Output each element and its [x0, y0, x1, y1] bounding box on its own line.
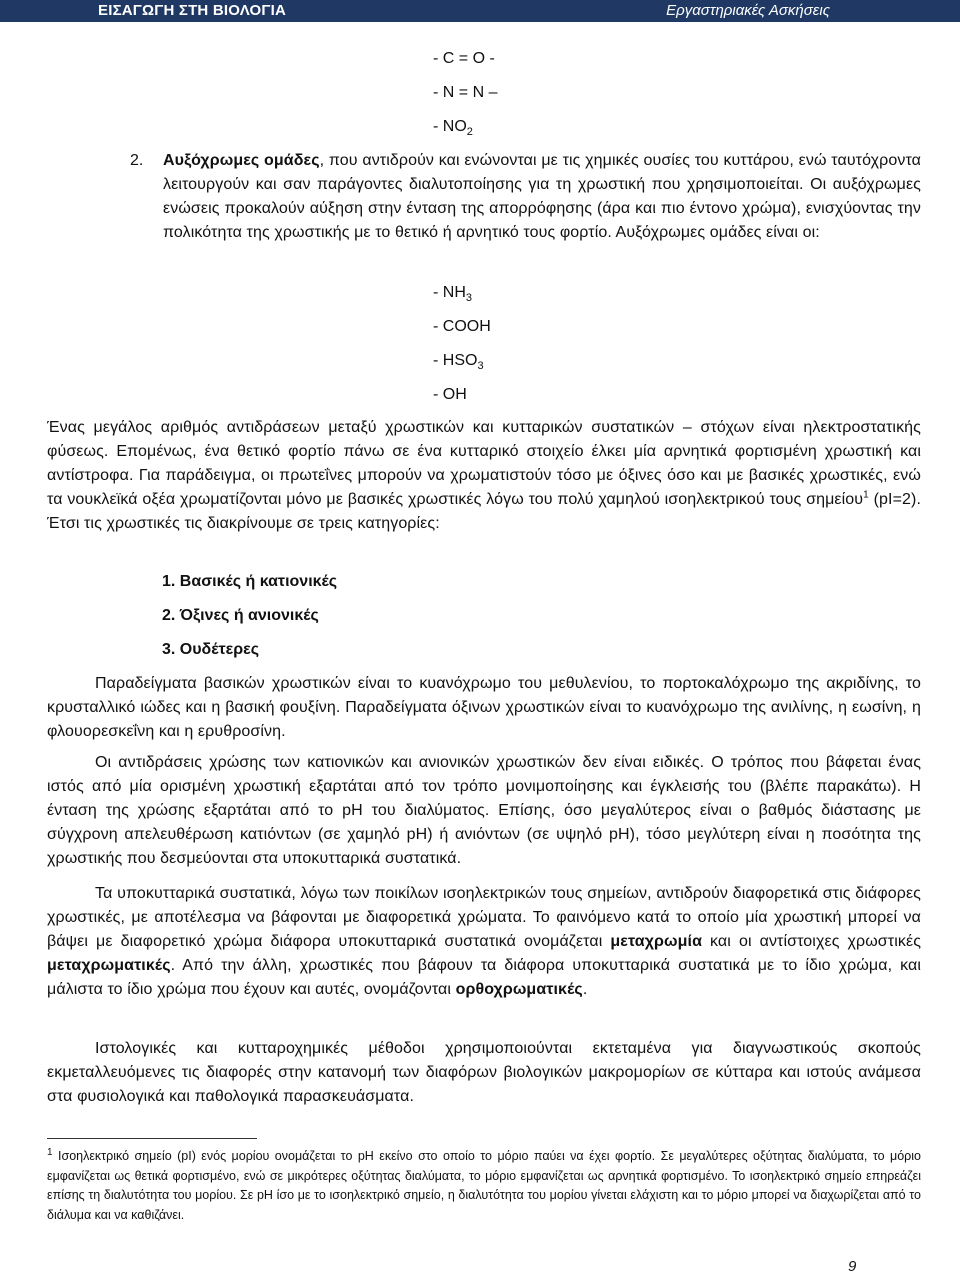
term-metachromasia: μεταχρωμία	[610, 933, 703, 950]
header-title: ΕΙΣΑΓΩΓΗ ΣΤΗ ΒΙΟΛΟΓΙΑ	[98, 2, 286, 19]
chromophore-nn: - N = N –	[433, 84, 498, 101]
category-acidic: 2. Όξινες ή ανιονικές	[162, 607, 319, 624]
auxochrome-oh: - OH	[433, 386, 467, 403]
footnote-mark: 1	[47, 1146, 53, 1158]
auxochrome-cooh: - COOH	[433, 318, 491, 335]
chromophore-no2: - $NO_2$	[433, 118, 473, 139]
footnote: $^1$ Ισοηλεκτρικό σημείο (pI) ενός μορίου ονομάζεται το pH εκείνο στο οποίο το μόριο παύει να έχει φορτίο. Σε μεγαλύτερες οξύτητας διαλύματα, το μόριο εμφανίζεται ως θετικά φορτισμένο, ενώ σε μικρότερες οξύτητας διαλύματα, το μόριο εμφανίζεται ως αρνητικά φορτισμένο. Το ισοηλεκτρικό σημείο επηρεάζει επίσης τη διαλυτότητα του μορίου. Σε pH ίσο με το ισοηλεκτρικό σημείο, η διαλυτότητα του μορίου γίνεται ελάχιστη και το μόριο μπορεί να διαχωρίζεται από το διάλυμα και να καθιζάνει.	[47, 1146, 921, 1222]
footnote-ref: 1	[863, 489, 869, 501]
footnote-separator	[47, 1138, 257, 1139]
category-basic: 1. Βασικές ή κατιονικές	[162, 573, 338, 590]
category-neutral: 3. Ουδέτερες	[162, 641, 260, 658]
list-number: 2.	[130, 152, 144, 169]
staining-reactions-paragraph: Οι αντιδράσεις χρώσης των κατιονικών και ανιονικών χρωστικών δεν είναι ειδικές. Ο τρόπος που βάφεται ένας ιστός από μία ορισμένη χρωστική εξαρτάται από τον τρόπο μονιμοποίησης και έγκλεισής του (βλέπε παρακάτω). Η ένταση της χρώσης εξαρτάται από το pH του διαλύματος. Επίσης, όσο μεγαλύτερος είναι ο βαθμός διάστασης με σύγχρονη απελευθέρωση κατιόντων (σε χαμηλό pH) ή ανιόντων (σε υψηλό pH), τόσο μεγλύτερη είναι η ποσότητα της χρωστικής που δεσμεύονται στα υποκυτταρικά συστατικά.	[47, 754, 921, 867]
auxochrome-term: Αυξόχρωμες ομάδες	[163, 152, 320, 169]
term-metachromatic: μεταχρωματικές	[47, 957, 171, 974]
term-orthochromatic: ορθοχρωματικές	[455, 981, 583, 998]
metachromasia-paragraph: Τα υποκυτταρικά συστατικά, λόγω των ποικίλων ισοηλεκτρικών τους σημείων, αντιδρούν διαφορετικά στις διάφορες χρωστικές, με αποτέλεσμα να βάφονται με διαφορετικά χρώματα. Το φαινόμενο κατά το οποίο μία χρωστική μπορεί να βάψει με διαφορετικό χρώμα διάφορα υποκυτταρικά συστατικά ονομάζεται μεταχρωμία και οι αντίστοιχες χρωστικές μεταχρωματικές. Από την άλλη, χρωστικές που βάφουν τα διάφορα υποκυτταρικά συστατικά με το ίδιο χρώμα, και μάλιστα το ίδιο χρώμα που έχουν και αυτές, ονομάζονται ορθοχρωματικές.	[47, 885, 921, 998]
electrostatic-paragraph: Ένας μεγάλος αριθμός αντιδράσεων μεταξύ χρωστικών και κυτταρικών συστατικών – στόχων είναι ηλεκτροστατικής φύσεως. Επομένως, ένα θετικό φορτίο πάνω σε ένα κυτταρικό στοιχείο έλκει μία αρνητικά φορτισμένη χρωστική και αντίστροφα. Για παράδειγμα, οι πρωτεΐνες μπορούν να χρωματιστούν τόσο με όξινες όσο και με βασικές χρωστικές, ενώ τα νουκλεϊκά οξέα χρωματίζονται μόνο με βασικές χρωστικές λόγω του πολύ χαμηλού ισοηλεκτρικού τους σημείου$^1$ (pI=2). Έτσι τις χρωστικές τις διακρίνουμε σε τρεις κατηγορίες:	[47, 419, 921, 532]
header-subtitle: Εργαστηριακές Ασκήσεις	[666, 2, 830, 19]
auxochrome-hso3: - $HSO_3$	[433, 352, 484, 373]
auxochrome-paragraph: Αυξόχρωμες ομάδες, που αντιδρούν και ενώνονται με τις χημικές ουσίες του κυττάρου, ενώ ταυτόχροντα λειτουργούν και σαν παράγοντες διαλυτοποίησης για τη χρωστική που χρησιμοποιείται. Οι αυξόχρωμες ενώσεις προκαλούν αύξηση στην ένταση της απορρόφησης (άρα και πιο έντονο χρώμα), ενισχύοντας την πολικότητα της χρωστικής με το θετικό ή αρνητικό τους φορτίο. Αυξόχρωμες ομάδες είναι οι:	[163, 152, 921, 241]
page-number: 9	[848, 1258, 857, 1275]
auxochrome-nh3: - $NH_3$	[433, 284, 473, 305]
page-header	[0, 0, 960, 22]
chromophore-co: - C = O -	[433, 50, 495, 67]
examples-paragraph: Παραδείγματα βασικών χρωστικών είναι το κυανόχρωμο του μεθυλενίου, το πορτοκαλόχρωμο της ακριδίνης, το κρυσταλλικό ιώδες και η βασική φουξίνη. Παραδείγματα όξινων χρωστικών είναι το κυανόχρωμο της ανιλίνης, η εωσίνη, η φλουορεσκεΐνη και η ερυθροσίνη.	[47, 675, 921, 740]
diagnostic-paragraph: Ιστολογικές και κυτταροχημικές μέθοδοι χρησιμοποιούνται εκτεταμένα για διαγνωστικούς σκοπούς εκμεταλλευόμενες τις διαφορές στην κατανομή των διαφόρων βιολογικών μακρομορίων σε κύτταρα και ιστούς ανάμεσα στα φυσιολογικά και παθολογικά παρασκευάσματα.	[47, 1040, 921, 1105]
